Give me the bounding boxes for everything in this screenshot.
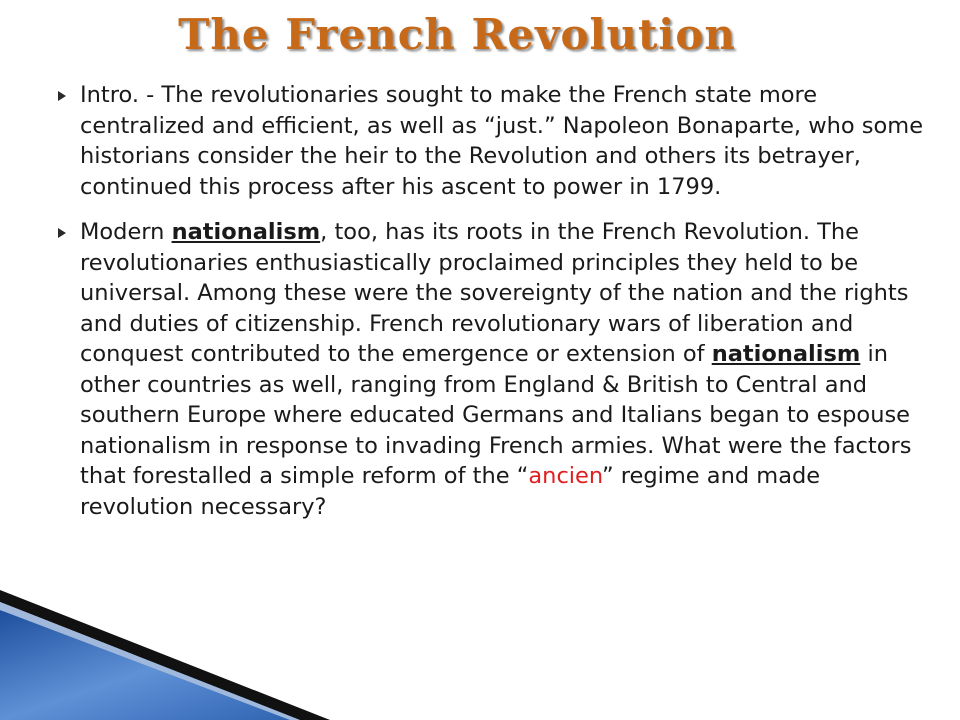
bullet-item-nationalism xyxy=(58,217,928,522)
ancien-term: ancien xyxy=(528,463,602,489)
bullet-arrow-icon xyxy=(58,228,66,238)
bullet-arrow-icon xyxy=(58,91,66,101)
corner-decoration xyxy=(0,590,330,720)
bullet-item-intro xyxy=(58,80,928,202)
bullet-text-part: , too, has its roots in the French Revolution. The revolutionaries enthusiastically proclaimed principles they held to be universal. Among these were the sovereignty of the nation and the rights and duties of citizenship. French revolutionary wars of liberation and conquest contributed to the emergence or extension of xyxy=(80,219,909,367)
nationalism-term: nationalism xyxy=(711,341,861,367)
bullet-text-part: ” regime and made revolution necessary? xyxy=(80,463,821,520)
slide-body xyxy=(58,80,928,537)
bullet-text: Intro. - The revolutionaries sought to make the French state more centralized and efficient, as well as “just.” Napoleon Bonaparte, who some historians consider the heir to the Revolution and others its betrayer, continued this process after his ascent to power in 1799. xyxy=(80,82,924,200)
bullet-text-part: Modern xyxy=(80,219,172,245)
bullet-text-part: in other countries as well, ranging from England & British to Central and southern Europe where educated Germans and Italians began to espouse nationalism in response to invading French armies. What were the factors that forestalled a simple reform of the “ xyxy=(80,341,912,489)
nationalism-term: nationalism xyxy=(171,219,321,245)
slide-title: The French Revolution xyxy=(178,10,736,59)
